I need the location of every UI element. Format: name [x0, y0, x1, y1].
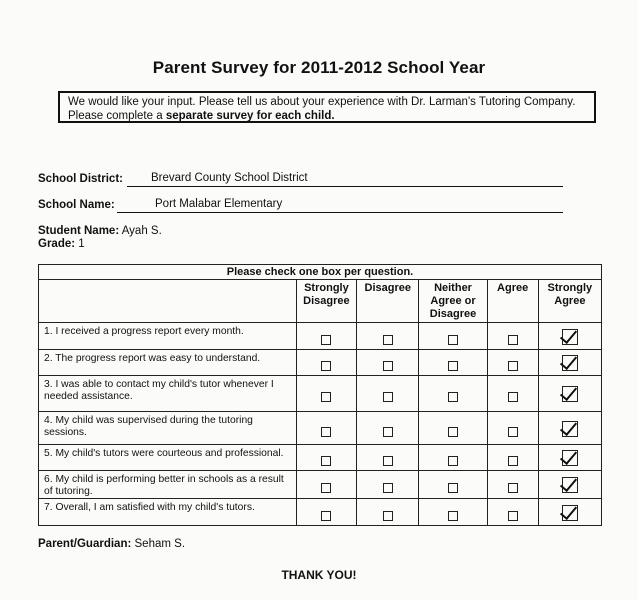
table-row	[39, 323, 602, 350]
answer-cell-strongly-agree	[538, 323, 601, 350]
question-text: 5. My child's tutors were courteous and professional.	[39, 445, 297, 471]
checkbox[interactable]	[508, 335, 518, 345]
guardian-value: Seham S.	[134, 538, 186, 550]
answer-cell-strongly-agree	[538, 471, 601, 499]
checkbox[interactable]	[321, 361, 331, 371]
checkmark-icon	[560, 474, 577, 492]
answer-cell-strongly-agree	[538, 376, 601, 412]
answer-cell-agree	[487, 499, 538, 526]
checkmark-icon	[560, 501, 577, 519]
column-header-agree	[487, 280, 538, 323]
checkbox[interactable]	[321, 456, 331, 466]
checkbox[interactable]	[321, 392, 331, 402]
answer-cell-strongly-agree	[538, 499, 601, 526]
checkbox[interactable]	[448, 392, 458, 402]
checkbox[interactable]	[448, 483, 458, 493]
column-header-strongly-disagree	[296, 280, 356, 323]
page-title: Parent Survey for 2011-2012 School Year	[152, 58, 486, 77]
checkbox[interactable]	[383, 456, 393, 466]
school-name-field[interactable]	[117, 198, 563, 213]
question-column-header	[39, 280, 297, 323]
grade-row	[38, 238, 162, 251]
checkbox[interactable]	[383, 427, 393, 437]
answer-cell-agree	[487, 376, 538, 412]
answer-cell-neither	[419, 445, 487, 471]
answer-cell-neither	[419, 412, 487, 445]
answer-cell-strongly-agree	[538, 350, 601, 376]
guardian-row	[38, 538, 185, 550]
checkmark-icon	[560, 417, 577, 435]
answer-cell-agree	[487, 350, 538, 376]
answer-cell-neither	[419, 499, 487, 526]
guardian-label: Parent/Guardian:	[38, 538, 132, 550]
column-header-neither	[419, 280, 487, 323]
checkbox[interactable]	[448, 361, 458, 371]
answer-cell-agree	[487, 412, 538, 445]
checkbox[interactable]	[383, 392, 393, 402]
checked-checkbox[interactable]	[562, 505, 578, 521]
answer-cell-strongly-disagree	[296, 499, 356, 526]
intro-line-2	[68, 109, 586, 123]
question-text: 6. My child is performing better in schools as a result of tutoring.	[39, 471, 297, 499]
checkbox[interactable]	[508, 511, 518, 521]
checkbox[interactable]	[508, 392, 518, 402]
checkbox[interactable]	[448, 335, 458, 345]
answer-cell-neither	[419, 350, 487, 376]
question-text: 3. I was able to contact my child's tutor whenever I needed assistance.	[39, 376, 297, 412]
school-name-label: School Name:	[38, 199, 115, 211]
table-row	[39, 350, 602, 376]
table-row	[39, 412, 602, 445]
answer-cell-strongly-agree	[538, 445, 601, 471]
question-text: 7. Overall, I am satisfied with my child's tutors.	[39, 499, 297, 526]
answer-cell-neither	[419, 471, 487, 499]
column-header-disagree	[357, 280, 419, 323]
answer-cell-disagree	[357, 323, 419, 350]
column-header-line: Disagree	[429, 308, 477, 320]
checkbox[interactable]	[321, 335, 331, 345]
checked-checkbox[interactable]	[562, 355, 578, 371]
table-row	[39, 445, 602, 471]
answer-cell-disagree	[357, 350, 419, 376]
answer-cell-agree	[487, 323, 538, 350]
checkbox[interactable]	[383, 361, 393, 371]
table-row	[39, 376, 602, 412]
answer-cell-agree	[487, 471, 538, 499]
student-name-label: Student Name:	[38, 225, 120, 237]
answer-cell-neither	[419, 376, 487, 412]
column-header-line: Disagree	[303, 295, 350, 307]
checkmark-icon	[560, 352, 577, 370]
answer-cell-strongly-agree	[538, 412, 601, 445]
table-caption: Please check one box per question.	[39, 265, 602, 280]
answer-cell-disagree	[357, 412, 419, 445]
student-name-value: Ayah S.	[121, 225, 162, 237]
answer-cell-strongly-disagree	[296, 471, 356, 499]
answer-cell-strongly-disagree	[296, 445, 356, 471]
checkbox[interactable]	[508, 456, 518, 466]
school-district-label: School District:	[38, 173, 123, 185]
checkbox[interactable]	[321, 483, 331, 493]
column-header-line: Strongly	[304, 282, 349, 294]
answer-cell-disagree	[357, 445, 419, 471]
survey-body	[39, 323, 602, 526]
checkbox[interactable]	[448, 511, 458, 521]
checked-checkbox[interactable]	[562, 477, 578, 493]
checkbox[interactable]	[383, 335, 393, 345]
checked-checkbox[interactable]	[562, 329, 578, 345]
question-text: 4. My child was supervised during the tutoring sessions.	[39, 412, 297, 445]
answer-cell-strongly-disagree	[296, 376, 356, 412]
checkbox[interactable]	[383, 511, 393, 521]
checkbox[interactable]	[508, 427, 518, 437]
intro-line-1: We would like your input. Please tell us about your experience with Dr. Larman's Tutoring Company.	[68, 96, 576, 108]
answer-cell-strongly-disagree	[296, 323, 356, 350]
table-header-row	[39, 280, 602, 323]
answer-cell-disagree	[357, 471, 419, 499]
checkbox[interactable]	[321, 427, 331, 437]
school-district-value: Brevard County School District	[151, 172, 308, 184]
school-name-value: Port Malabar Elementary	[155, 198, 283, 210]
intro-box	[58, 91, 596, 123]
checkbox[interactable]	[383, 483, 393, 493]
intro-line-2-bold: separate survey for each child.	[165, 110, 335, 122]
intro-line-2-prefix: Please complete a	[68, 110, 166, 122]
column-header-line: Agree	[497, 282, 529, 294]
checkmark-icon	[560, 383, 577, 401]
checkbox[interactable]	[508, 361, 518, 371]
checked-checkbox[interactable]	[562, 386, 578, 402]
grade-value: 1	[78, 238, 85, 250]
checkbox[interactable]	[448, 427, 458, 437]
answer-cell-disagree	[357, 376, 419, 412]
answer-cell-strongly-disagree	[296, 350, 356, 376]
question-text: 1. I received a progress report every month.	[39, 323, 297, 350]
school-district-field[interactable]	[127, 172, 563, 187]
column-header-strongly-agree	[538, 280, 601, 323]
checkbox[interactable]	[508, 483, 518, 493]
checkbox[interactable]	[448, 456, 458, 466]
answer-cell-neither	[419, 323, 487, 350]
thank-you-text: THANK YOU!	[281, 568, 357, 582]
column-header-line: Strongly	[547, 282, 593, 294]
survey-table	[38, 264, 602, 526]
question-text: 2. The progress report was easy to understand.	[39, 350, 297, 376]
checkbox[interactable]	[321, 511, 331, 521]
column-header-line: Disagree	[364, 282, 412, 294]
checked-checkbox[interactable]	[562, 421, 578, 437]
grade-label: Grade:	[38, 238, 76, 250]
student-name-row	[38, 225, 162, 238]
column-header-line: Neither	[434, 282, 472, 294]
column-header-line: Agree or	[430, 295, 476, 307]
student-info	[38, 225, 162, 251]
column-header-line: Agree	[554, 295, 586, 307]
checked-checkbox[interactable]	[562, 450, 578, 466]
checkmark-icon	[560, 325, 577, 343]
checkmark-icon	[560, 447, 577, 465]
answer-cell-agree	[487, 445, 538, 471]
table-row	[39, 499, 602, 526]
table-row	[39, 471, 602, 499]
answer-cell-disagree	[357, 499, 419, 526]
answer-cell-strongly-disagree	[296, 412, 356, 445]
